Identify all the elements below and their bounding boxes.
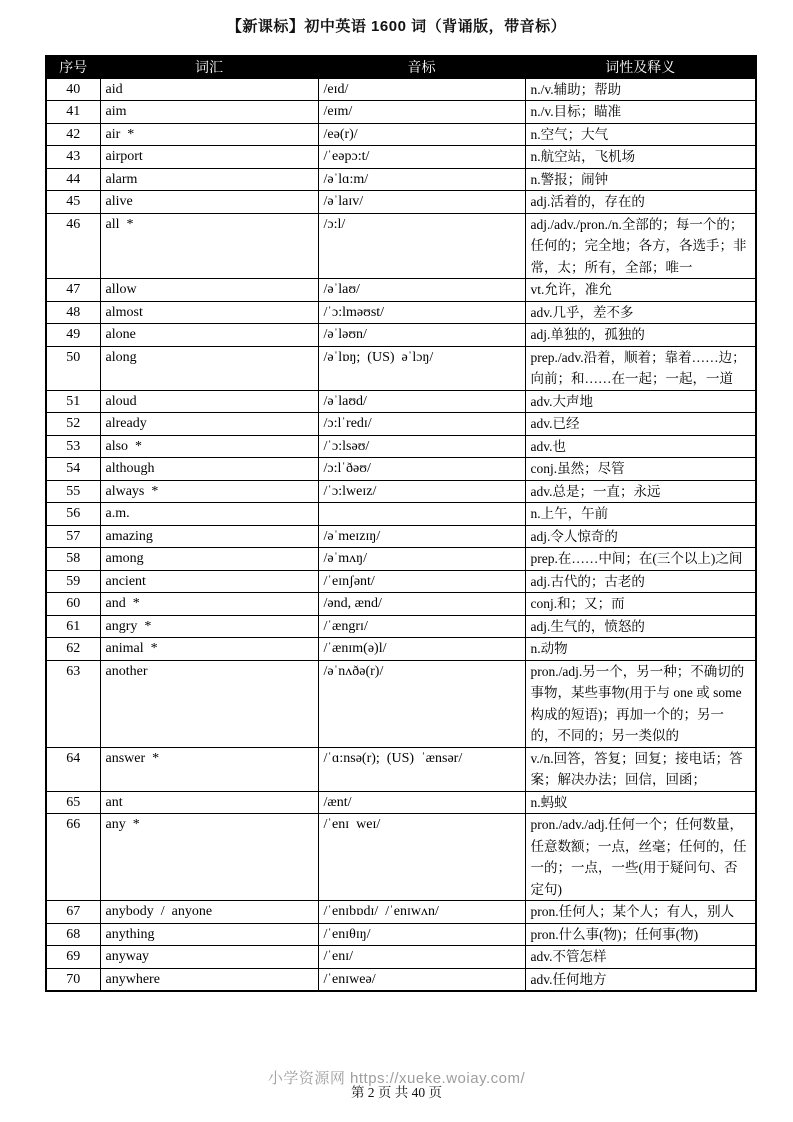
cell-word: another: [100, 660, 318, 747]
cell-meaning: prep./adv.沿着，顺着；靠着……边；向前；和……在一起；一起，一道: [525, 346, 756, 390]
cell-word: anyway: [100, 946, 318, 969]
cell-word: aloud: [100, 390, 318, 413]
cell-word: and *: [100, 593, 318, 616]
cell-meaning: prep.在……中间；在(三个以上)之间: [525, 548, 756, 571]
cell-index: 61: [46, 615, 100, 638]
cell-meaning: n.上午，午前: [525, 503, 756, 526]
cell-index: 47: [46, 279, 100, 302]
cell-meaning: n.空气；大气: [525, 123, 756, 146]
cell-phonetic: /əˈmʌŋ/: [318, 548, 525, 571]
cell-phonetic: /ˈɔ:lsəʊ/: [318, 435, 525, 458]
cell-index: 45: [46, 191, 100, 214]
column-header-word: 词汇: [100, 56, 318, 78]
table-row: [46, 593, 756, 616]
table-row: [46, 101, 756, 124]
cell-index: 62: [46, 638, 100, 661]
cell-phonetic: /əˈlaɪv/: [318, 191, 525, 214]
table-row: [46, 324, 756, 347]
cell-phonetic: /ˈenɪweə/: [318, 968, 525, 991]
cell-index: 43: [46, 146, 100, 169]
cell-meaning: pron./adj.另一个，另一种；不确切的事物，某些事物(用于与 one 或 some 构成的短语)；再加一个的；另一的，不同的；另一类似的: [525, 660, 756, 747]
table-row: [46, 458, 756, 481]
cell-index: 63: [46, 660, 100, 747]
cell-index: 55: [46, 480, 100, 503]
cell-meaning: pron.什么事(物)；任何事(物): [525, 923, 756, 946]
cell-index: 58: [46, 548, 100, 571]
cell-index: 66: [46, 814, 100, 901]
cell-phonetic: /ˈɑ:nsə(r); (US) ˈænsər/: [318, 747, 525, 791]
table-row: [46, 901, 756, 924]
cell-phonetic: /ɔ:lˈðəʊ/: [318, 458, 525, 481]
table-row: [46, 791, 756, 814]
cell-meaning: v./n.回答，答复；回复；接电话；答案；解决办法；回信，回函；: [525, 747, 756, 791]
cell-phonetic: /əˈlaʊ/: [318, 279, 525, 302]
cell-phonetic: /eə(r)/: [318, 123, 525, 146]
cell-word: alone: [100, 324, 318, 347]
cell-phonetic: /əˈləʊn/: [318, 324, 525, 347]
cell-phonetic: /əˈnʌðə(r)/: [318, 660, 525, 747]
cell-word: ant: [100, 791, 318, 814]
cell-phonetic: /ˈɔ:lweɪz/: [318, 480, 525, 503]
cell-phonetic: /ˈenɪbɒdɪ/ /ˈenɪwʌn/: [318, 901, 525, 924]
table-header-row: [46, 56, 756, 78]
cell-phonetic: /ənd, ænd/: [318, 593, 525, 616]
page-title: 【新课标】初中英语 1600 词（背诵版，带音标）: [226, 18, 567, 35]
cell-word: also *: [100, 435, 318, 458]
table-row: [46, 660, 756, 747]
cell-meaning: conj.和；又；而: [525, 593, 756, 616]
cell-meaning: pron./adv./adj.任何一个；任何数量，任意数额；一点，丝毫；任何的，任一的；一点，一些(用于疑问句、否定句): [525, 814, 756, 901]
table-row: [46, 301, 756, 324]
table-row: [46, 213, 756, 279]
cell-index: 68: [46, 923, 100, 946]
cell-meaning: adv.也: [525, 435, 756, 458]
cell-phonetic: /ɔ:lˈredɪ/: [318, 413, 525, 436]
table-row: [46, 168, 756, 191]
cell-meaning: adj.活着的，存在的: [525, 191, 756, 214]
column-header-meaning: 词性及释义: [525, 56, 756, 78]
cell-phonetic: /ˈængrɪ/: [318, 615, 525, 638]
cell-index: 44: [46, 168, 100, 191]
cell-word: ancient: [100, 570, 318, 593]
table-row: [46, 146, 756, 169]
cell-word: aim: [100, 101, 318, 124]
table-row: [46, 123, 756, 146]
cell-phonetic: /ɔ:l/: [318, 213, 525, 279]
column-header-index: 序号: [46, 56, 100, 78]
cell-word: air *: [100, 123, 318, 146]
cell-word: allow: [100, 279, 318, 302]
table-row: [46, 946, 756, 969]
table-row: [46, 390, 756, 413]
cell-meaning: adj.令人惊奇的: [525, 525, 756, 548]
cell-phonetic: /ˈɔ:lməʊst/: [318, 301, 525, 324]
cell-index: 49: [46, 324, 100, 347]
cell-index: 54: [46, 458, 100, 481]
cell-index: 60: [46, 593, 100, 616]
cell-phonetic: /ˈænɪm(ə)l/: [318, 638, 525, 661]
cell-phonetic: /əˈlaʊd/: [318, 390, 525, 413]
cell-word: a.m.: [100, 503, 318, 526]
cell-word: anything: [100, 923, 318, 946]
cell-meaning: adv.大声地: [525, 390, 756, 413]
cell-index: 70: [46, 968, 100, 991]
table-row: [46, 968, 756, 991]
cell-phonetic: /ˈeɪnʃənt/: [318, 570, 525, 593]
table-row: [46, 638, 756, 661]
cell-phonetic: /ˈenɪ/: [318, 946, 525, 969]
cell-word: animal *: [100, 638, 318, 661]
cell-meaning: adv.已经: [525, 413, 756, 436]
table-row: [46, 480, 756, 503]
cell-meaning: n.蚂蚁: [525, 791, 756, 814]
cell-index: 53: [46, 435, 100, 458]
cell-phonetic: /eɪm/: [318, 101, 525, 124]
table-row: [46, 923, 756, 946]
cell-meaning: n.动物: [525, 638, 756, 661]
cell-word: any *: [100, 814, 318, 901]
cell-phonetic: /ˈenɪθɪŋ/: [318, 923, 525, 946]
cell-meaning: adj.生气的，愤怒的: [525, 615, 756, 638]
cell-word: along: [100, 346, 318, 390]
cell-phonetic: /eɪd/: [318, 78, 525, 101]
cell-index: 69: [46, 946, 100, 969]
cell-meaning: adj.古代的；古老的: [525, 570, 756, 593]
cell-word: all *: [100, 213, 318, 279]
cell-index: 57: [46, 525, 100, 548]
cell-word: answer *: [100, 747, 318, 791]
table-row: [46, 548, 756, 571]
cell-meaning: adv.几乎，差不多: [525, 301, 756, 324]
cell-phonetic: /ˈeəpɔ:t/: [318, 146, 525, 169]
cell-index: 40: [46, 78, 100, 101]
table-row: [46, 346, 756, 390]
cell-index: 56: [46, 503, 100, 526]
cell-index: 59: [46, 570, 100, 593]
cell-meaning: n.警报；闹钟: [525, 168, 756, 191]
table-row: [46, 570, 756, 593]
cell-index: 52: [46, 413, 100, 436]
cell-meaning: adj.单独的，孤独的: [525, 324, 756, 347]
cell-index: 41: [46, 101, 100, 124]
cell-meaning: adv.任何地方: [525, 968, 756, 991]
table-row: [46, 525, 756, 548]
cell-meaning: adv.总是；一直；永远: [525, 480, 756, 503]
cell-word: airport: [100, 146, 318, 169]
cell-word: aid: [100, 78, 318, 101]
cell-meaning: adv.不管怎样: [525, 946, 756, 969]
cell-meaning: conj.虽然；尽管: [525, 458, 756, 481]
cell-phonetic: /ænt/: [318, 791, 525, 814]
cell-word: anywhere: [100, 968, 318, 991]
watermark-text: 小学资源网 https://xueke.woiay.com/: [267, 1070, 526, 1087]
cell-word: alarm: [100, 168, 318, 191]
cell-phonetic: /əˈlɒŋ; (US) əˈlɔŋ/: [318, 346, 525, 390]
cell-index: 46: [46, 213, 100, 279]
table-row: [46, 435, 756, 458]
cell-index: 65: [46, 791, 100, 814]
cell-word: amazing: [100, 525, 318, 548]
cell-index: 48: [46, 301, 100, 324]
cell-index: 50: [46, 346, 100, 390]
cell-phonetic: /ˈenɪ weɪ/: [318, 814, 525, 901]
column-header-phonetic: 音标: [318, 56, 525, 78]
cell-word: almost: [100, 301, 318, 324]
cell-word: among: [100, 548, 318, 571]
table-row: [46, 747, 756, 791]
cell-word: angry *: [100, 615, 318, 638]
table-row: [46, 413, 756, 436]
cell-meaning: n.航空站，飞机场: [525, 146, 756, 169]
cell-word: already: [100, 413, 318, 436]
table-row: [46, 503, 756, 526]
cell-phonetic: /əˈmeɪzɪŋ/: [318, 525, 525, 548]
cell-index: 64: [46, 747, 100, 791]
table-row: [46, 191, 756, 214]
cell-word: always *: [100, 480, 318, 503]
cell-word: although: [100, 458, 318, 481]
cell-word: anybody / anyone: [100, 901, 318, 924]
cell-meaning: n./v.目标；瞄准: [525, 101, 756, 124]
page-number: 第 2 页 共 40 页: [350, 1085, 443, 1100]
cell-meaning: n./v.辅助；帮助: [525, 78, 756, 101]
cell-index: 67: [46, 901, 100, 924]
cell-phonetic: /əˈlɑ:m/: [318, 168, 525, 191]
table-row: [46, 78, 756, 101]
table-row: [46, 279, 756, 302]
table-row: [46, 814, 756, 901]
cell-index: 51: [46, 390, 100, 413]
cell-index: 42: [46, 123, 100, 146]
cell-phonetic: [318, 503, 525, 526]
vocabulary-table: [45, 55, 757, 992]
cell-meaning: adj./adv./pron./n.全部的；每一个的；任何的；完全地；各方，各选手；非常，太；所有，全部；唯一: [525, 213, 756, 279]
cell-meaning: vt.允许，准允: [525, 279, 756, 302]
table-row: [46, 615, 756, 638]
cell-word: alive: [100, 191, 318, 214]
cell-meaning: pron.任何人；某个人；有人，别人: [525, 901, 756, 924]
